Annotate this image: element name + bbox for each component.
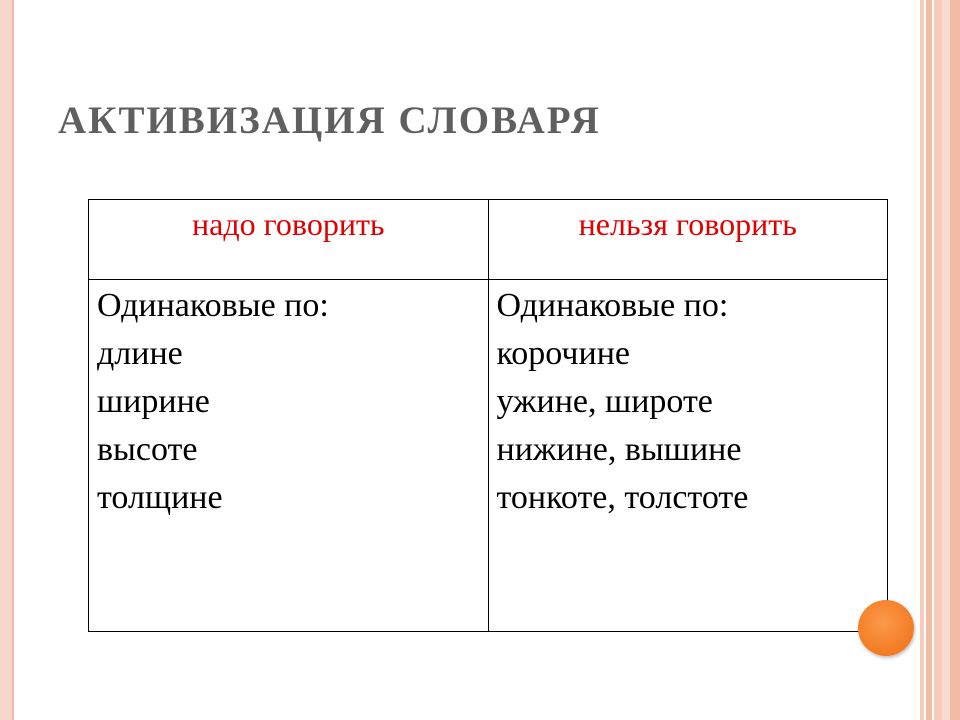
list-item: толщине (97, 479, 223, 516)
header-dont-say: нельзя говорить (488, 200, 888, 280)
vocabulary-table (88, 199, 888, 632)
correct-words-cell (89, 280, 489, 632)
list-item: тонкоте, толстоте (496, 479, 749, 516)
list-item: Одинаковые по: (97, 287, 329, 324)
slide-title: АКТИВИЗАЦИЯ СЛОВАРЯ (58, 99, 601, 142)
left-decorative-border (0, 0, 12, 720)
header-say: надо говорить (89, 200, 489, 280)
list-item: длине (97, 335, 183, 372)
list-item: корочине (496, 335, 630, 372)
list-item: ужине, широте (496, 383, 713, 420)
incorrect-words-cell (488, 280, 888, 632)
right-decorative-stripes (918, 0, 960, 720)
list-item: ширине (97, 383, 210, 420)
table-header-row (89, 200, 888, 280)
orange-circle-decoration (858, 600, 914, 656)
left-border-line (12, 0, 14, 720)
list-item: нижине, вышине (496, 431, 742, 468)
list-item: Одинаковые по: (496, 287, 729, 324)
table-row (89, 280, 888, 632)
list-item: высоте (97, 431, 198, 468)
